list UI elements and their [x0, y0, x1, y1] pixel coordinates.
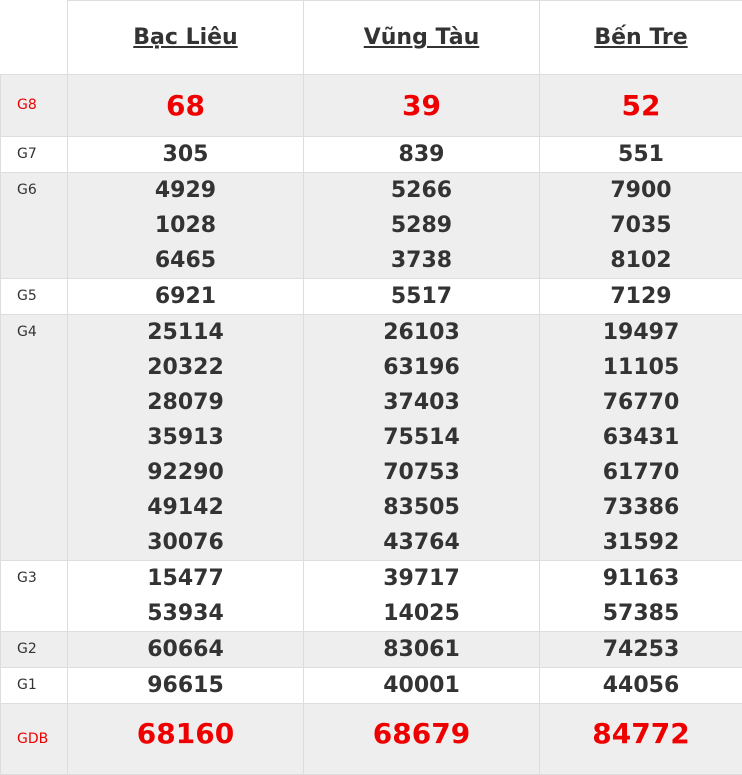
- header-corner: [1, 1, 68, 75]
- prize-number: 68679: [304, 704, 539, 754]
- prize-row-g2: [1, 632, 742, 668]
- prize-number: 83505: [304, 490, 539, 525]
- prize-row-g3: [1, 561, 742, 632]
- prize-label: GDB: [1, 704, 68, 775]
- prize-number: 305: [68, 137, 303, 172]
- prize-row-g8: [1, 75, 742, 137]
- prize-cell: [540, 704, 742, 775]
- prize-number: 35913: [68, 420, 303, 455]
- prize-number: 39: [304, 75, 539, 136]
- prize-number: 73386: [540, 490, 742, 525]
- prize-cell: [540, 632, 742, 668]
- prize-cell: [540, 137, 742, 173]
- prize-number: 74253: [540, 632, 742, 667]
- prize-cell: [540, 315, 742, 561]
- prize-number: 63431: [540, 420, 742, 455]
- prize-row-g6: [1, 173, 742, 279]
- prize-number: 91163: [540, 561, 742, 596]
- prize-number: 5266: [304, 173, 539, 208]
- prize-number: 39717: [304, 561, 539, 596]
- prize-number: 75514: [304, 420, 539, 455]
- province-link[interactable]: Bến Tre: [594, 25, 687, 50]
- prize-cell: [304, 137, 540, 173]
- province-header-vung-tau[interactable]: [304, 1, 540, 75]
- prize-number: 7900: [540, 173, 742, 208]
- prize-number: 53934: [68, 596, 303, 631]
- prize-cell: [540, 173, 742, 279]
- prize-number: 76770: [540, 385, 742, 420]
- prize-cell: [68, 137, 304, 173]
- prize-cell: [304, 173, 540, 279]
- prize-cell: [304, 704, 540, 775]
- prize-number: 551: [540, 137, 742, 172]
- prize-label: G5: [1, 279, 68, 315]
- prize-cell: [540, 668, 742, 704]
- province-header-ben-tre[interactable]: [540, 1, 742, 75]
- province-header-bac-lieu[interactable]: [68, 1, 304, 75]
- prize-label: G8: [1, 75, 68, 137]
- prize-cell: [68, 561, 304, 632]
- prize-cell: [304, 279, 540, 315]
- prize-cell: [304, 668, 540, 704]
- prize-cell: [68, 279, 304, 315]
- prize-number: 61770: [540, 455, 742, 490]
- prize-number: 5517: [304, 279, 539, 314]
- prize-number: 40001: [304, 668, 539, 703]
- prize-number: 60664: [68, 632, 303, 667]
- prize-number: 4929: [68, 173, 303, 208]
- prize-number: 30076: [68, 525, 303, 560]
- prize-number: 70753: [304, 455, 539, 490]
- prize-number: 26103: [304, 315, 539, 350]
- prize-number: 68: [68, 75, 303, 136]
- prize-cell: [68, 668, 304, 704]
- prize-cell: [68, 704, 304, 775]
- prize-cell: [540, 75, 742, 137]
- prize-row-g7: [1, 137, 742, 173]
- prize-number: 6465: [68, 243, 303, 278]
- results-body: [1, 75, 742, 775]
- prize-cell: [304, 315, 540, 561]
- prize-cell: [68, 75, 304, 137]
- prize-number: 7129: [540, 279, 742, 314]
- prize-number: 83061: [304, 632, 539, 667]
- prize-number: 63196: [304, 350, 539, 385]
- prize-number: 7035: [540, 208, 742, 243]
- prize-number: 1028: [68, 208, 303, 243]
- header-row: [1, 1, 742, 75]
- prize-number: 28079: [68, 385, 303, 420]
- prize-number: 57385: [540, 596, 742, 631]
- prize-cell: [68, 315, 304, 561]
- prize-number: 3738: [304, 243, 539, 278]
- prize-number: 49142: [68, 490, 303, 525]
- prize-label: G4: [1, 315, 68, 561]
- prize-cell: [304, 632, 540, 668]
- prize-number: 25114: [68, 315, 303, 350]
- prize-number: 84772: [540, 704, 742, 754]
- prize-number: 44056: [540, 668, 742, 703]
- prize-number: 11105: [540, 350, 742, 385]
- prize-row-g5: [1, 279, 742, 315]
- prize-number: 8102: [540, 243, 742, 278]
- prize-number: 5289: [304, 208, 539, 243]
- province-link[interactable]: Vũng Tàu: [364, 25, 480, 50]
- prize-number: 52: [540, 75, 742, 136]
- prize-number: 92290: [68, 455, 303, 490]
- prize-cell: [304, 75, 540, 137]
- prize-cell: [68, 632, 304, 668]
- prize-number: 31592: [540, 525, 742, 560]
- prize-row-gdb: [1, 704, 742, 775]
- prize-row-g1: [1, 668, 742, 704]
- prize-label: G6: [1, 173, 68, 279]
- prize-cell: [540, 561, 742, 632]
- prize-label: G7: [1, 137, 68, 173]
- prize-number: 14025: [304, 596, 539, 631]
- prize-number: 68160: [68, 704, 303, 754]
- prize-number: 96615: [68, 668, 303, 703]
- prize-number: 839: [304, 137, 539, 172]
- prize-number: 6921: [68, 279, 303, 314]
- prize-number: 20322: [68, 350, 303, 385]
- prize-label: G2: [1, 632, 68, 668]
- prize-label: G3: [1, 561, 68, 632]
- prize-cell: [304, 561, 540, 632]
- prize-row-g4: [1, 315, 742, 561]
- prize-number: 37403: [304, 385, 539, 420]
- prize-number: 43764: [304, 525, 539, 560]
- prize-number: 15477: [68, 561, 303, 596]
- prize-cell: [540, 279, 742, 315]
- province-link[interactable]: Bạc Liêu: [133, 25, 237, 50]
- prize-label: G1: [1, 668, 68, 704]
- prize-number: 19497: [540, 315, 742, 350]
- prize-cell: [68, 173, 304, 279]
